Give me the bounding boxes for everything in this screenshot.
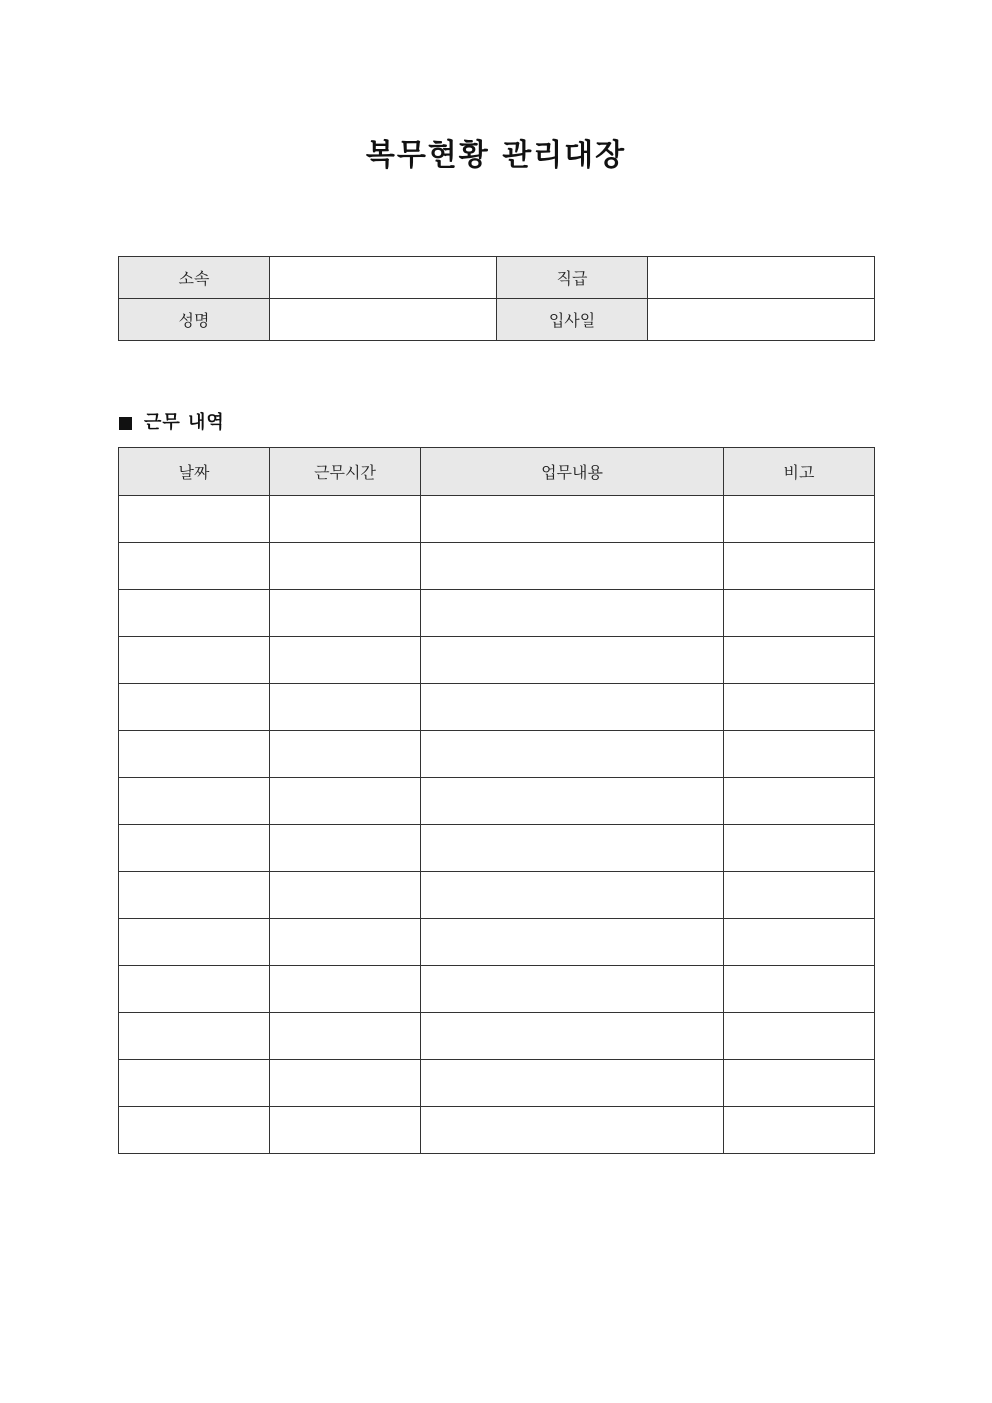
- date-cell[interactable]: [119, 637, 270, 684]
- work-hours-cell[interactable]: [270, 872, 421, 919]
- work-hours-cell[interactable]: [270, 1060, 421, 1107]
- work-hours-cell[interactable]: [270, 684, 421, 731]
- work-content-cell[interactable]: [421, 919, 724, 966]
- work-content-cell[interactable]: [421, 825, 724, 872]
- work-content-cell[interactable]: [421, 731, 724, 778]
- work-hours-cell[interactable]: [270, 543, 421, 590]
- remarks-cell[interactable]: [724, 1013, 875, 1060]
- column-header-remarks: 비고: [724, 448, 875, 496]
- table-row: [119, 543, 875, 590]
- column-header-work-hours: 근무시간: [270, 448, 421, 496]
- document-title: 복무현황 관리대장: [365, 138, 627, 173]
- affiliation-field[interactable]: [270, 257, 497, 299]
- date-cell[interactable]: [119, 919, 270, 966]
- work-hours-cell[interactable]: [270, 731, 421, 778]
- work-content-cell[interactable]: [421, 872, 724, 919]
- date-cell[interactable]: [119, 543, 270, 590]
- table-row: [119, 778, 875, 825]
- remarks-cell[interactable]: [724, 1060, 875, 1107]
- work-hours-cell[interactable]: [270, 1013, 421, 1060]
- remarks-cell[interactable]: [724, 684, 875, 731]
- table-row: [119, 1107, 875, 1154]
- table-row: [119, 684, 875, 731]
- work-history-heading: [119, 409, 225, 437]
- work-hours-cell[interactable]: [270, 778, 421, 825]
- work-content-cell[interactable]: [421, 637, 724, 684]
- rank-field[interactable]: [648, 257, 875, 299]
- table-row: [119, 731, 875, 778]
- work-hours-cell[interactable]: [270, 590, 421, 637]
- column-header-date: 날짜: [119, 448, 270, 496]
- rank-label: 직급: [497, 257, 648, 299]
- remarks-cell[interactable]: [724, 872, 875, 919]
- table-row: [119, 825, 875, 872]
- column-header-work-content: 업무내용: [421, 448, 724, 496]
- remarks-cell[interactable]: [724, 919, 875, 966]
- black-square-icon: [119, 417, 132, 430]
- date-cell[interactable]: [119, 496, 270, 543]
- info-row-name: [119, 299, 875, 341]
- date-cell[interactable]: [119, 1060, 270, 1107]
- remarks-cell[interactable]: [724, 543, 875, 590]
- date-cell[interactable]: [119, 1107, 270, 1154]
- table-row: [119, 637, 875, 684]
- work-table-header-row: [119, 448, 875, 496]
- work-content-cell[interactable]: [421, 1060, 724, 1107]
- remarks-cell[interactable]: [724, 825, 875, 872]
- work-content-cell[interactable]: [421, 543, 724, 590]
- table-row: [119, 496, 875, 543]
- date-cell[interactable]: [119, 1013, 270, 1060]
- work-content-cell[interactable]: [421, 684, 724, 731]
- work-history-heading-text: 근무 내역: [144, 412, 225, 433]
- work-hours-cell[interactable]: [270, 966, 421, 1013]
- table-row: [119, 590, 875, 637]
- date-cell[interactable]: [119, 966, 270, 1013]
- name-label: 성명: [119, 299, 270, 341]
- work-hours-cell[interactable]: [270, 1107, 421, 1154]
- name-field[interactable]: [270, 299, 497, 341]
- date-cell[interactable]: [119, 825, 270, 872]
- remarks-cell[interactable]: [724, 778, 875, 825]
- table-row: [119, 919, 875, 966]
- remarks-cell[interactable]: [724, 590, 875, 637]
- remarks-cell[interactable]: [724, 731, 875, 778]
- table-row: [119, 1013, 875, 1060]
- date-cell[interactable]: [119, 778, 270, 825]
- work-hours-cell[interactable]: [270, 496, 421, 543]
- remarks-cell[interactable]: [724, 966, 875, 1013]
- remarks-cell[interactable]: [724, 637, 875, 684]
- date-cell[interactable]: [119, 872, 270, 919]
- join-date-label: 입사일: [497, 299, 648, 341]
- work-content-cell[interactable]: [421, 778, 724, 825]
- remarks-cell[interactable]: [724, 496, 875, 543]
- employee-info-table: [118, 256, 875, 341]
- table-row: [119, 966, 875, 1013]
- work-content-cell[interactable]: [421, 1013, 724, 1060]
- date-cell[interactable]: [119, 731, 270, 778]
- info-row-affiliation: [119, 257, 875, 299]
- work-history-table: [118, 447, 875, 1154]
- work-content-cell[interactable]: [421, 1107, 724, 1154]
- date-cell[interactable]: [119, 590, 270, 637]
- affiliation-label: 소속: [119, 257, 270, 299]
- work-content-cell[interactable]: [421, 966, 724, 1013]
- join-date-field[interactable]: [648, 299, 875, 341]
- table-row: [119, 1060, 875, 1107]
- work-content-cell[interactable]: [421, 496, 724, 543]
- remarks-cell[interactable]: [724, 1107, 875, 1154]
- work-hours-cell[interactable]: [270, 919, 421, 966]
- date-cell[interactable]: [119, 684, 270, 731]
- work-hours-cell[interactable]: [270, 637, 421, 684]
- work-content-cell[interactable]: [421, 590, 724, 637]
- table-row: [119, 872, 875, 919]
- work-hours-cell[interactable]: [270, 825, 421, 872]
